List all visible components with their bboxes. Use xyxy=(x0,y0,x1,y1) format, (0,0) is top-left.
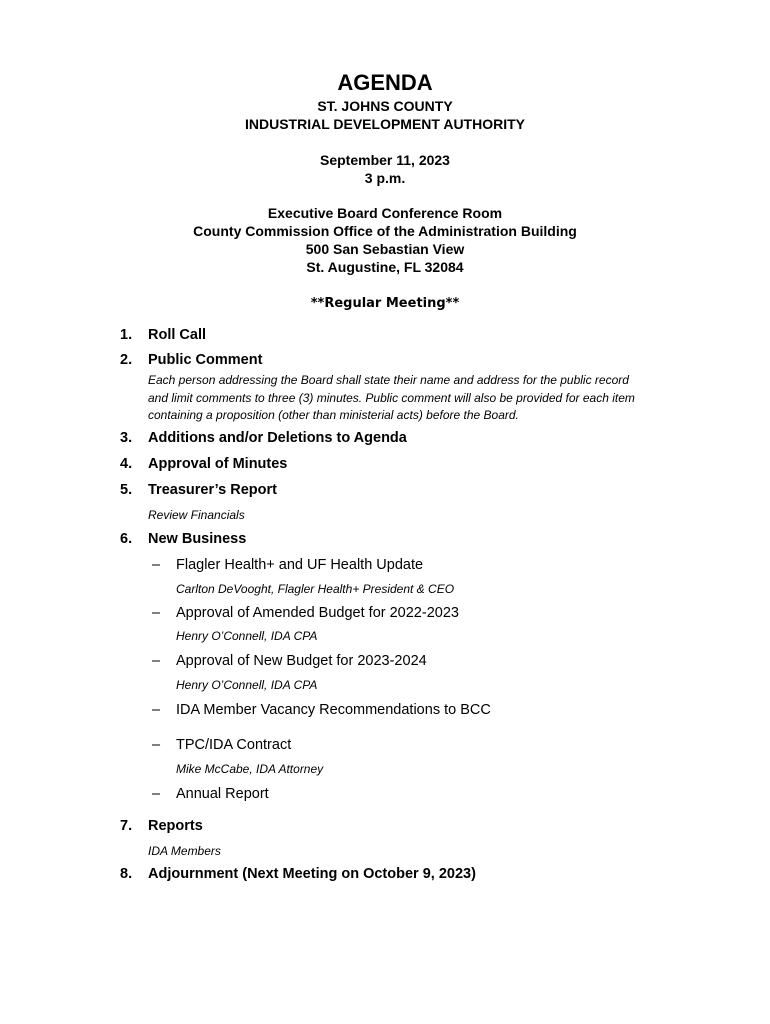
bullet-dash: – xyxy=(152,702,161,718)
item-reports: Reports xyxy=(148,818,203,834)
item-new-business: New Business xyxy=(148,531,247,547)
item-public-comment: Public Comment xyxy=(148,352,263,368)
bullet-dash: – xyxy=(152,737,161,753)
meeting-date: September 11, 2023 xyxy=(320,152,450,168)
treasurers-report-note: Review Financials xyxy=(148,508,245,522)
item-number: 6. xyxy=(120,531,133,547)
item-number: 8. xyxy=(120,866,133,882)
item-roll-call: Roll Call xyxy=(148,327,207,343)
bullet-dash: – xyxy=(152,786,161,802)
subitem-tpc-ida-contract: TPC/IDA Contract xyxy=(176,737,292,753)
location-street: 500 San Sebastian View xyxy=(305,241,465,257)
public-comment-note-line: Each person addressing the Board shall state their name and address for the public record xyxy=(148,373,629,387)
location-room: Executive Board Conference Room xyxy=(267,205,503,221)
item-approval-minutes: Approval of Minutes xyxy=(148,456,288,472)
item-number: 3. xyxy=(120,430,133,446)
subitem-annual-report: Annual Report xyxy=(176,786,269,802)
location-office: County Commission Office of the Administration Building xyxy=(193,223,577,239)
item-adjournment: Adjournment (Next Meeting on October 9, 2023) xyxy=(148,866,476,882)
item-treasurers-report: Treasurer’s Report xyxy=(148,482,277,498)
subitem-presenter: Henry O’Connell, IDA CPA xyxy=(176,629,318,643)
public-comment-note-line: containing a proposition (other than ministerial acts) before the Board. xyxy=(148,408,519,422)
item-number: 4. xyxy=(120,456,133,472)
location-city: St. Augustine, FL 32084 xyxy=(306,259,464,275)
meeting-type: **Regular Meeting** xyxy=(310,296,460,311)
public-comment-note-line: and limit comments to three (3) minutes. Public comment will also be provided for each item xyxy=(148,390,635,405)
subitem-presenter: Henry O’Connell, IDA CPA xyxy=(176,678,318,692)
org-name-line2: INDUSTRIAL DEVELOPMENT AUTHORITY xyxy=(244,116,525,132)
item-number: 5. xyxy=(120,482,133,498)
item-number: 7. xyxy=(120,818,133,834)
subitem-new-budget: Approval of New Budget for 2023-2024 xyxy=(176,653,427,669)
agenda-title: AGENDA xyxy=(337,70,433,95)
subitem-health-update: Flagler Health+ and UF Health Update xyxy=(176,557,424,573)
bullet-dash: – xyxy=(152,557,161,573)
item-number: 2. xyxy=(120,352,133,368)
meeting-time: 3 p.m. xyxy=(364,170,406,186)
subitem-presenter: Mike McCabe, IDA Attorney xyxy=(176,762,324,776)
item-additions-deletions: Additions and/or Deletions to Agenda xyxy=(148,430,407,446)
org-name-line1: ST. JOHNS COUNTY xyxy=(317,98,453,114)
item-number: 1. xyxy=(120,327,133,343)
subitem-vacancy-recommendations: IDA Member Vacancy Recommendations to BCC xyxy=(176,702,491,718)
reports-note: IDA Members xyxy=(148,844,221,858)
subitem-amended-budget: Approval of Amended Budget for 2022-2023 xyxy=(176,605,459,621)
subitem-presenter: Carlton DeVooght, Flagler Health+ President & CEO xyxy=(176,582,455,596)
bullet-dash: – xyxy=(152,653,161,669)
bullet-dash: – xyxy=(152,605,161,621)
